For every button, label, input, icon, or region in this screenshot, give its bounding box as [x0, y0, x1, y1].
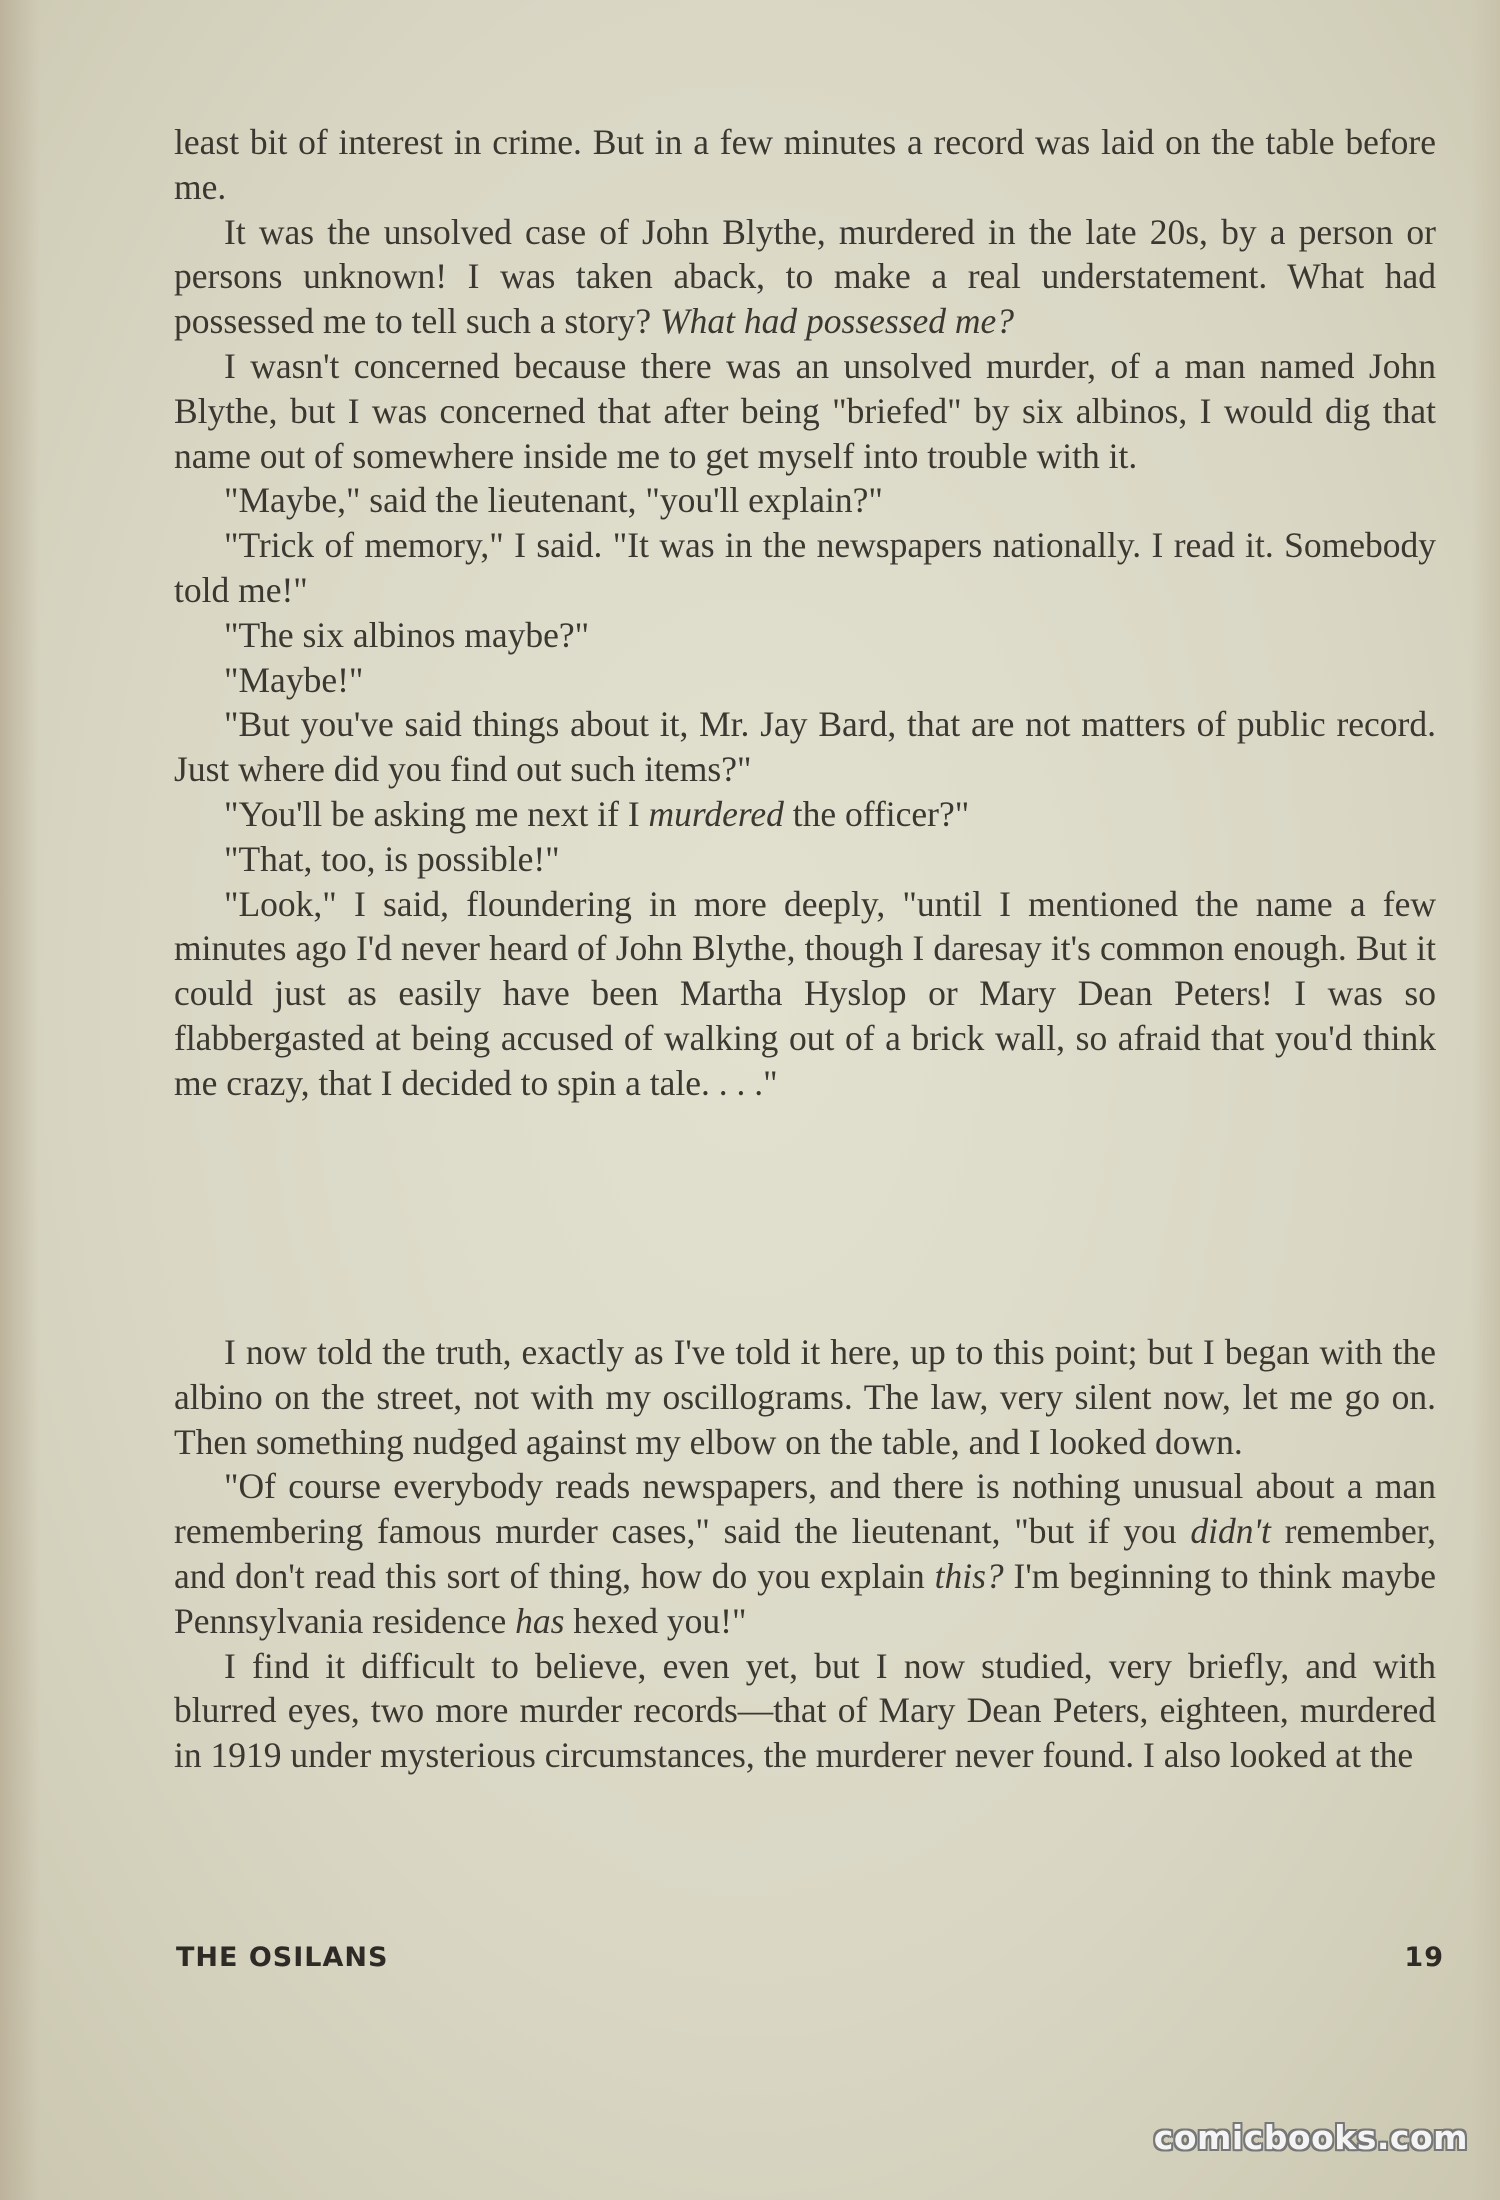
paragraph: "Look," I said, floundering in more deeply, "until I mentioned the name a few minutes ago I'd never heard of John Blythe, though I daresay it's common enough. But it could just as easily have been Martha Hyslop or Mary Dean Peters! I was so flabbergasted at being accused of walking out of a brick wall, so afraid that you'd think me crazy, that I decided to spin a tale. . . ."	[174, 883, 1436, 1103]
paragraph-text: "You'll be asking me next if I	[224, 793, 640, 834]
paragraph-text: I'm beginning to think maybe Pennsylvania residence	[174, 1555, 1436, 1641]
italic-text: has	[515, 1600, 565, 1641]
watermark: comicbooks.com	[1153, 2118, 1468, 2157]
paragraph: least bit of interest in crime. But in a few minutes a record was laid on the table before me.	[174, 122, 1436, 207]
paragraph: "Maybe," said the lieutenant, "you'll explain?"	[224, 480, 883, 521]
paragraph: I wasn't concerned because there was an unsolved murder, of a man named John Blythe, but I was concerned that after being "briefed" by six albinos, I would dig that name out of somewhere inside me to get myself into trouble with it.	[174, 345, 1436, 476]
text-section-1	[174, 120, 1436, 1106]
paragraph: I now told the truth, exactly as I've told it here, up to this point; but I began with the albino on the street, not with my oscillograms. The law, very silent now, let me go on. Then something nudged against my elbow on the table, and I looked down.	[174, 1332, 1436, 1462]
paragraph-text: hexed you!"	[573, 1600, 747, 1641]
paragraph	[174, 1464, 1436, 1643]
paragraph: "Maybe!"	[224, 659, 364, 700]
paragraph	[174, 210, 1436, 344]
paragraph	[174, 792, 1436, 837]
text-section-2	[174, 1330, 1436, 1778]
page-footer	[176, 1942, 1444, 1982]
italic-text: What had possessed me?	[660, 301, 1015, 342]
paragraph-text: remember, and don't read this sort of thing, how do you explain	[174, 1511, 1437, 1596]
paragraph-text: the officer?"	[792, 793, 970, 834]
paragraph-text: It was the unsolved case of John Blythe, murdered in the late 20s, by a person or persons unknown! I was taken aback, to make a real understatement. What had possessed me to tell such a story?	[174, 211, 1436, 342]
paragraph: "The six albinos maybe?"	[224, 614, 590, 655]
paragraph: "But you've said things about it, Mr. Jay Bard, that are not matters of public record. Just where did you find out such items?"	[174, 704, 1436, 790]
paragraph-text: "Of course everybody reads newspapers, and there is nothing unusual about a man remembering famous murder cases," said the lieutenant, "but if you	[174, 1466, 1436, 1552]
italic-text: didn't	[1190, 1511, 1271, 1552]
italic-text: murdered	[648, 793, 784, 834]
paragraph: "Trick of memory," I said. "It was in the newspapers nationally. I read it. Somebody told me!"	[174, 525, 1436, 610]
paragraph: I find it difficult to believe, even yet, but I now studied, very briefly, and with blurred eyes, two more murder records—that of Mary Dean Peters, eighteen, murdered in 1919 under mysterious circumstances, the murderer never found. I also looked at the	[174, 1645, 1436, 1776]
running-title: THE OSILANS	[176, 1942, 389, 1973]
paragraph: "That, too, is possible!"	[224, 838, 560, 879]
page-number: 19	[1404, 1942, 1444, 1973]
italic-text: this?	[934, 1555, 1004, 1596]
